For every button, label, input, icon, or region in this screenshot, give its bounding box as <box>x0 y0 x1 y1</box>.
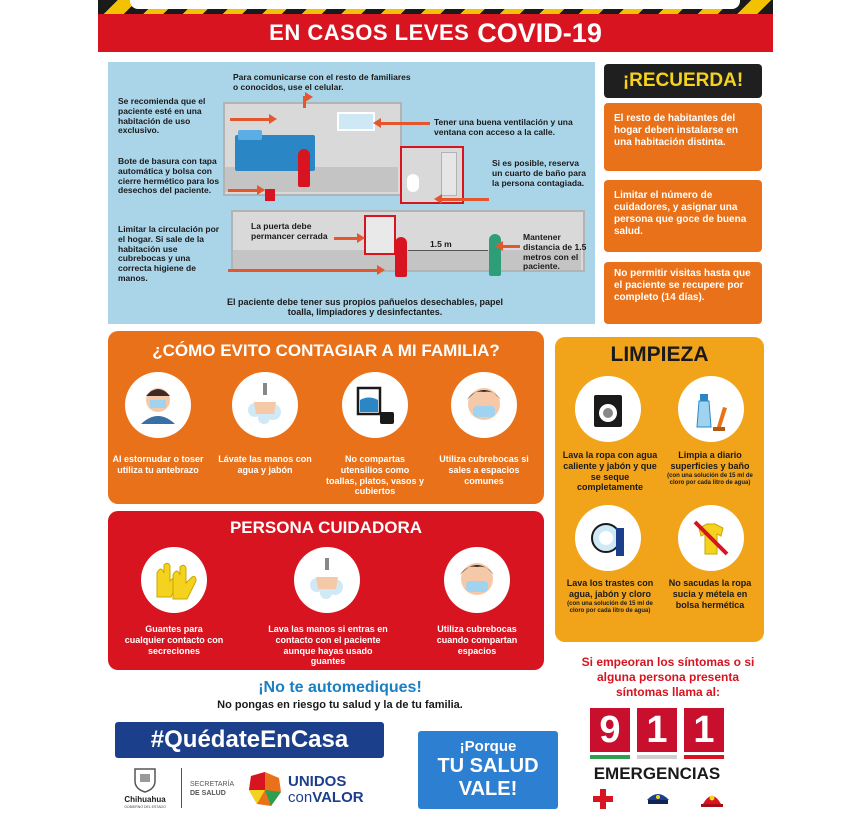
note-puerta: La puerta debe permancer cerrada <box>251 221 328 241</box>
cuidadora-caption: Guantes para cualquier contacto con secreciones <box>124 624 224 656</box>
convalor-label <box>288 789 364 807</box>
digit-1b: 1 <box>684 708 724 752</box>
room-diagram <box>108 62 595 324</box>
logo-divider <box>181 768 182 808</box>
chihuahua-shield-logo <box>130 767 160 793</box>
unidos-label: UNIDOS <box>288 773 347 790</box>
window <box>337 112 375 131</box>
no-riesgo: No pongas en riesgo tu salud y la de tu familia. <box>217 699 463 711</box>
note-panuelos: El paciente debe tener sus propios pañuelos desechables, papel toalla, limpiadores y desinfectantes. <box>226 297 504 318</box>
trash-bin <box>265 189 275 201</box>
note-basura: Bote de basura con tapa automática y bolsa con cierre hermético para los desechos del paciente. <box>118 156 220 196</box>
recuerda-title: ¡RECUERDA! <box>604 64 762 98</box>
secretaria-line-1: SECRETARÍA <box>190 781 235 788</box>
digit-1: 1 <box>637 708 677 752</box>
recuerda-item: El resto de habitantes del hogar deben instalarse en una habitación distinta. <box>604 103 762 171</box>
fire-helmet-icon <box>700 786 724 810</box>
sneeze-elbow-icon <box>125 372 191 438</box>
underline-red <box>684 755 724 759</box>
distance-line <box>408 250 488 251</box>
arrow-circulacion <box>228 269 378 272</box>
limpieza-note: (con una solución de 15 ml de cloro por cada litro de agua) <box>667 473 753 487</box>
note-distancia: Mantener distancia de 1.5 metros con el paciente. <box>523 232 587 272</box>
washing-machine-icon <box>575 376 641 442</box>
como-caption: Lávate las manos con agua y jabón <box>218 454 312 475</box>
con-label: con <box>288 789 313 806</box>
title-prefix: EN CASOS LEVES <box>269 20 470 45</box>
hazard-stripe-inner <box>130 0 740 9</box>
hashtag-quedate: #QuédateEnCasa <box>115 722 384 758</box>
distance-label: 1.5 m <box>430 239 452 249</box>
limpieza-caption: No sacudas la ropa sucia y métela en bolsa hermética <box>668 578 752 610</box>
arrow-basura <box>228 189 258 192</box>
recuerda-item: Limitar el número de cuidadores, y asignar una persona que goce de buena salud. <box>604 180 762 252</box>
arrow-celular <box>303 96 306 108</box>
title-main: COVID-19 <box>477 17 602 48</box>
como-caption: No compartas utensilios como toallas, platos, vasos y cubiertos <box>325 454 425 497</box>
door <box>364 215 396 255</box>
limpieza-section <box>555 337 764 642</box>
handwash-icon <box>294 547 360 613</box>
valor-label: VALOR <box>312 789 364 806</box>
limpieza-title: LIMPIEZA <box>610 343 709 366</box>
person-red-figure <box>395 237 407 277</box>
chihuahua-label: Chihuahua <box>124 795 166 804</box>
porque-line-3: VALE! <box>458 778 518 800</box>
note-habitacion: Se recomienda que el paciente esté en una habitación de uso exclusivo. <box>118 96 206 136</box>
no-shake-clothes-icon <box>678 505 744 571</box>
note-circulacion: Limitar la circulación por el hogar. Si sale de la habitación use cubrebocas y una correcta higiene de manos. <box>118 224 220 283</box>
arrow-bano <box>441 198 489 201</box>
recuerda-item: No permitir visitas hasta que el paciente se recupere por completo (14 días). <box>604 262 762 324</box>
arrow-puerta <box>334 237 358 240</box>
no-automediques: ¡No te automediques! <box>258 679 422 696</box>
pillow <box>238 130 262 140</box>
cuidadora-caption: Utiliza cubrebocas cuando compartan espacios <box>436 624 518 656</box>
face-mask-icon <box>444 547 510 613</box>
persona-cuidadora-section <box>108 511 544 670</box>
digit-9: 9 <box>590 708 630 752</box>
emergencias-label: EMERGENCIAS <box>593 764 721 783</box>
red-cross-icon <box>592 788 614 810</box>
handwash-icon <box>232 372 298 438</box>
underline-green <box>590 755 630 759</box>
note-celular: Para comunicarse con el resto de familiares o conocidos, use el celular. <box>233 72 411 92</box>
limpieza-caption: Lava los trastes con agua, jabón y cloro <box>566 578 654 599</box>
patient-figure <box>298 149 310 187</box>
porque-line-1: ¡Porque <box>459 738 517 755</box>
limpieza-caption: Lava la ropa con agua caliente y jabón y que se seque completamente <box>562 450 658 493</box>
gobierno-label: GOBIERNO DEL ESTADO <box>124 805 166 809</box>
underline-white <box>637 755 677 759</box>
porque-line-2: TU SALUD <box>437 755 539 777</box>
note-ventilacion: Tener una buena ventilación y una ventana con acceso a la calle. <box>434 117 573 137</box>
limpieza-caption: Limpia a diario superficies y baño <box>670 450 750 471</box>
sintomas-text: Si empeoran los síntomas o si alguna persona presenta síntomas llama al: <box>581 655 755 699</box>
limpieza-note: (con una solución de 15 ml de cloro por cada litro de agua) <box>567 601 653 615</box>
arrow-distancia <box>502 245 520 248</box>
utensils-icon <box>342 372 408 438</box>
note-bano: Si es posible, reserva un cuarto de baño para la persona contagiada. <box>492 158 586 188</box>
como-evito-title: ¿CÓMO EVITO CONTAGIAR A MI FAMILIA? <box>152 341 500 360</box>
dishes-icon <box>575 505 641 571</box>
toilet <box>407 174 419 192</box>
arrow-habitacion <box>230 118 270 121</box>
como-caption: Al estornudar o toser utiliza tu antebrazo <box>112 454 204 475</box>
unidos-map-logo <box>247 770 283 808</box>
porque-tu-salud-vale <box>418 731 558 809</box>
police-cap-icon <box>645 790 671 808</box>
face-mask-icon <box>451 372 517 438</box>
page-title <box>98 14 773 52</box>
shower <box>441 152 457 196</box>
arrow-ventilacion <box>380 122 430 125</box>
cuidadora-caption: Lava las manos si entras en contacto con el paciente aunque hayas usado guantes <box>268 624 388 667</box>
como-caption: Utiliza cubrebocas si sales a espacios comunes <box>439 454 529 486</box>
secretaria-line-2: DE SALUD <box>190 790 226 797</box>
como-evito-section <box>108 331 544 504</box>
spray-cleaning-icon <box>678 376 744 442</box>
gloves-icon <box>141 547 207 613</box>
cuidadora-title: PERSONA CUIDADORA <box>229 518 423 537</box>
